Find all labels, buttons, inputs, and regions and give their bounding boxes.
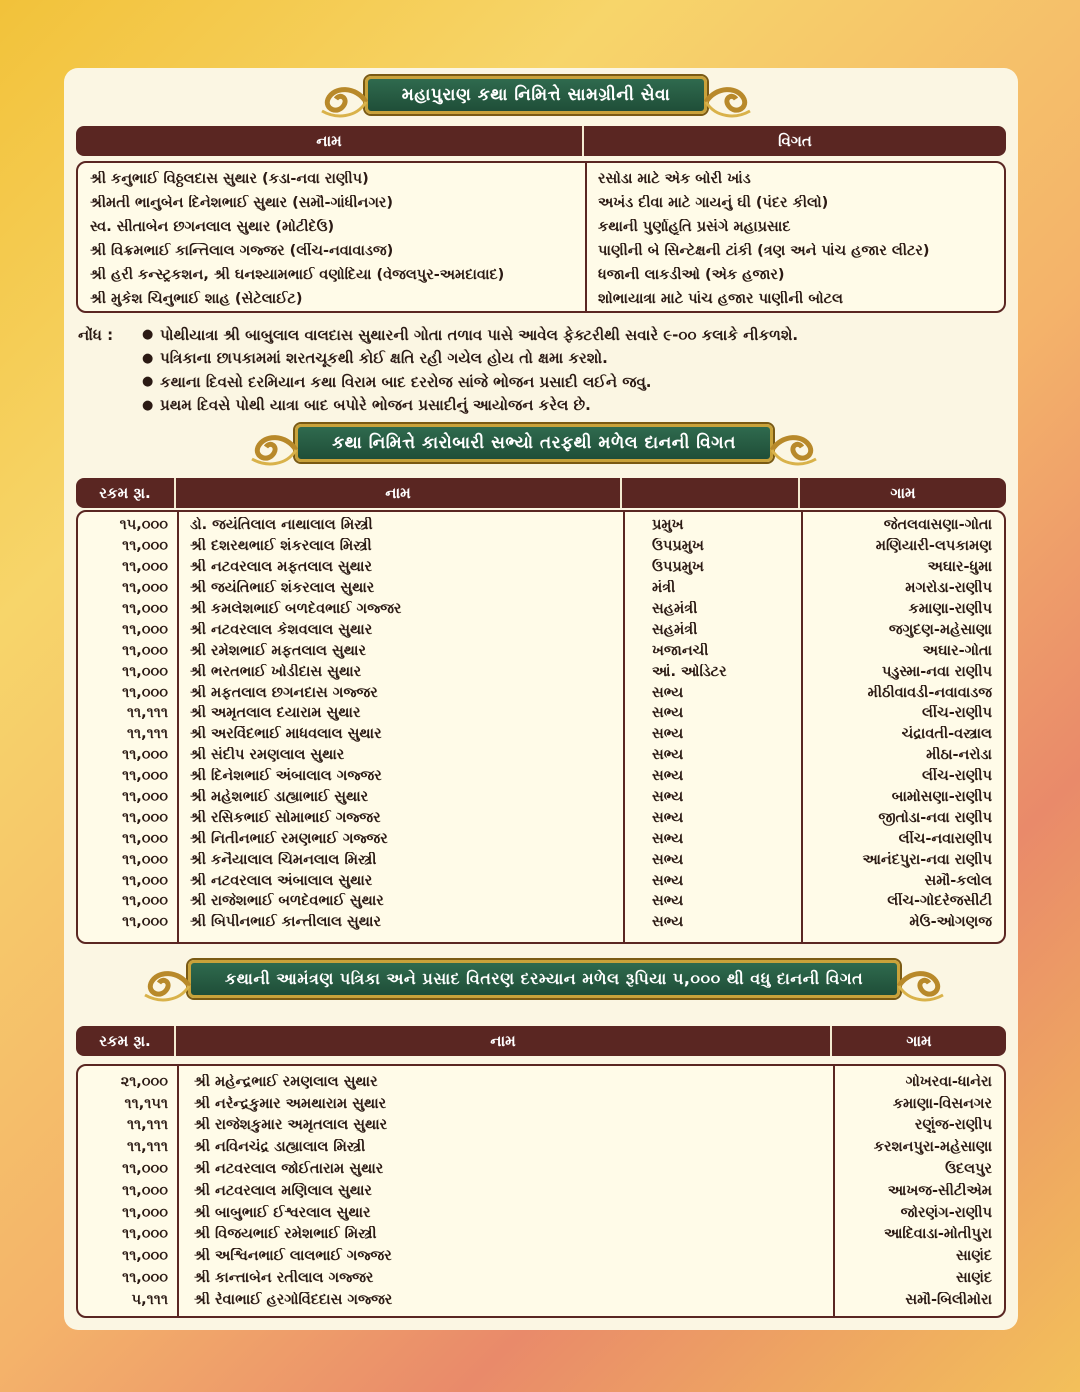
section3-banner [154, 956, 934, 1002]
member-role: સભ્ય [652, 914, 684, 931]
member-role: સભ્ય [652, 851, 684, 868]
donor-name: શ્રીમતી ભાનુબેન દિનેશભાઈ સુથાર (સમૌ-ગાંધીનગર) [90, 195, 394, 211]
section3-header [76, 1026, 1006, 1056]
table-row [78, 787, 1004, 808]
village-name: કમાણા-વિસનગર [892, 1095, 992, 1112]
table-row [78, 661, 1004, 682]
item-detail: શોભાયાત્રા માટે પાંચ હજાર પાણીની બોટલ [598, 291, 843, 307]
table-row [78, 1093, 1004, 1115]
donor-name: શ્રી અમૃતલાલ દયારામ સુથાર [190, 705, 361, 722]
bullet-icon: ● [142, 327, 154, 343]
table-row [78, 263, 1004, 287]
village-name: અઘાર-ગોતા [922, 642, 992, 659]
village-name: આદિવાડા-મોતીપુરા [883, 1226, 992, 1243]
village-name: મગરોડા-રાણીપ [905, 580, 992, 597]
member-role: સભ્ય [652, 789, 684, 806]
table-row [78, 891, 1004, 912]
table-row [78, 599, 1004, 620]
table-row [78, 912, 1004, 933]
header-village: ગામ [890, 484, 916, 502]
table-row [78, 807, 1004, 828]
header-role [622, 478, 800, 508]
ornament-right-icon [700, 81, 756, 123]
table-row [78, 745, 1004, 766]
donor-name: શ્રી મુકેશ ચિનુભાઈ શાહ (સેટેલાઈટ) [90, 291, 303, 307]
section1-banner [256, 72, 816, 118]
donation-amount: ૧૧,૦૦૦ [122, 621, 168, 638]
donation-amount: ૧૧,૦૦૦ [122, 1226, 168, 1243]
donor-name: શ્રી અશ્વિનભાઈ લાલભાઈ ગજ્જર [194, 1248, 392, 1265]
donor-name: શ્રી ભરતભાઈ ખોડીદાસ સુથાર [190, 663, 362, 680]
table-row [78, 557, 1004, 578]
member-role: ખજાનચી [652, 642, 709, 659]
donation-amount: ૧૧,૧૧૧ [126, 705, 168, 722]
donation-amount: ૧૧,૦૦૦ [122, 1270, 168, 1287]
member-role: આં. ઓડિટર [652, 663, 727, 680]
donor-name: શ્રી કનૈયાલાલ ચિમનલાલ મિસ્ત્રી [190, 851, 377, 868]
village-name: પડુસ્મા-નવા રાણીપ [881, 663, 992, 680]
member-role: ઉપપ્રમુખ [652, 538, 704, 555]
donor-name: શ્રી રમેશભાઈ મફતલાલ સુથાર [190, 642, 366, 659]
donor-name: સ્વ. સીતાબેન છગનલાલ સુથાર (મોટીદેઉ) [90, 219, 335, 235]
item-detail: અખંડ દીવા માટે ગાયનું ઘી (પંદર કીલો) [598, 195, 829, 211]
item-detail: ધજાની લાકડીઓ (એક હજાર) [598, 267, 785, 283]
donor-name: શ્રી નટવરલાલ મફતલાલ સુથાર [190, 559, 372, 576]
donor-name: શ્રી મફતલાલ છગનદાસ ગજ્જર [190, 684, 378, 701]
table-row [78, 1071, 1004, 1093]
notes-label: નોંધ : [78, 325, 114, 344]
member-role: સહમંત્રી [652, 621, 698, 638]
donation-amount: ૧૧,૦૦૦ [122, 1204, 168, 1221]
village-name: મીઠા-નરોડા [926, 747, 992, 764]
donation-amount: ૧૧,૦૦૦ [122, 747, 168, 764]
section2-title: કથા નિમિત્તે કારોબારી સભ્યો તરફથી મળેલ દાનની વિગત [332, 433, 736, 453]
donor-name: શ્રી હરી કન્સ્ટ્રકશન, શ્રી ઘનશ્યામભાઈ વણોદિયા (વેજલપુર-અમદાવાદ) [90, 267, 505, 283]
section2-banner [194, 420, 874, 466]
table-row [78, 1224, 1004, 1246]
donation-amount: ૧૧,૧૧૧ [126, 726, 168, 743]
donation-amount: ૧૧,૦૦૦ [122, 538, 168, 555]
header-name: નામ [176, 478, 622, 508]
table-row [78, 1180, 1004, 1202]
donation-amount: ૧૧,૦૦૦ [122, 851, 168, 868]
village-name: લીંચ-રાણીપ [922, 768, 992, 785]
table-row [78, 578, 1004, 599]
table-row [78, 1158, 1004, 1180]
table-row [78, 724, 1004, 745]
table-row [78, 619, 1004, 640]
member-role: ઉપપ્રમુખ [652, 559, 704, 576]
village-name: જગુદણ-મહેસાણા [888, 621, 992, 638]
note-item: પોથીયાત્રા શ્રી બાબુલાલ વાલદાસ સુથારની ગોતા તળાવ પાસે આવેલ ફેક્ટરીથી સવારે ૯-૦૦ કલાકે નીકળશે. [160, 325, 799, 344]
member-role: સભ્ય [652, 893, 684, 910]
donor-name: શ્રી કાન્તાબેન રતીલાલ ગજ્જર [194, 1270, 374, 1287]
member-role: સભ્ય [652, 768, 684, 785]
donor-name: શ્રી દશરથભાઈ શંકરલાલ મિસ્ત્રી [190, 538, 372, 555]
donor-name: શ્રી રાજેશભાઈ બળદેવભાઈ સુથાર [190, 893, 384, 910]
member-role: સભ્ય [652, 830, 684, 847]
table-row [78, 239, 1004, 263]
ornament-left-icon [139, 965, 195, 1007]
note-item: કથાના દિવસો દરમિયાન કથા વિરામ બાદ દરરોજ સાંજે ભોજન પ્રસાદી લઈને જવુ. [160, 372, 652, 391]
item-detail: પાણીની બે સિન્ટેક્ષની ટાંકી (ત્રણ અને પાંચ હજાર લીટર) [598, 243, 930, 259]
header-name: નામ [76, 126, 584, 156]
donation-amount: ૨૧,૦૦૦ [120, 1073, 168, 1090]
donation-amount: ૧૧,૦૦૦ [122, 914, 168, 931]
ornament-left-icon [316, 81, 372, 123]
village-name: કરશનપુરા-મહેસાણા [873, 1139, 992, 1156]
donation-amount: ૧૧,૦૦૦ [122, 580, 168, 597]
donation-amount: ૧૧,૧૧૧ [126, 1139, 168, 1156]
member-role: સભ્ય [652, 872, 684, 889]
donor-name: શ્રી નવિનચંદ્ર ડાહ્યાલાલ મિસ્ત્રી [194, 1139, 366, 1156]
donation-amount: ૧૧,૦૦૦ [122, 684, 168, 701]
donor-name: શ્રી નટવરલાલ મણિલાલ સુથાર [194, 1182, 372, 1199]
donor-name: શ્રી વિજયભાઈ રમેશભાઈ મિસ્ત્રી [194, 1226, 377, 1243]
village-name: મણિયારી-લપકામણ [875, 538, 992, 555]
donor-name: શ્રી બાબુભાઈ ઈશ્વરલાલ સુથાર [194, 1204, 371, 1221]
note-item: પત્રિકાના છાપકામમાં શરતચૂકથી કોઈ ક્ષતિ રહી ગયેલ હોય તો ક્ષમા કરશો. [160, 349, 608, 368]
donor-name: શ્રી સંદીપ રમણલાલ સુથાર [190, 747, 345, 764]
village-name: મીઠીવાવડી-નવાવાડજ [867, 684, 992, 701]
village-name: ચંદ્રાવતી-વસ્ત્રાલ [901, 726, 992, 743]
table-row [78, 640, 1004, 661]
village-name: જીતોડા-નવા રાણીપ [878, 809, 992, 826]
village-name: લીંચ-નવારાણીપ [898, 830, 992, 847]
member-role: પ્રમુખ [652, 517, 684, 534]
member-role: મંત્રી [652, 580, 676, 597]
table-row [78, 703, 1004, 724]
donor-name: શ્રી જયંતિભાઈ શંકરલાલ સુથાર [190, 580, 375, 597]
section1-title: મહાપુરાણ કથા નિમિત્તે સામગ્રીની સેવા [401, 85, 671, 105]
donor-name: શ્રી બિપીનભાઈ કાન્તીલાલ સુથાર [190, 914, 381, 931]
bullet-icon: ● [142, 350, 154, 366]
village-name: બામોસણા-રાણીપ [891, 789, 992, 806]
donation-amount: ૧૧,૦૦૦ [122, 893, 168, 910]
ornament-left-icon [246, 429, 302, 471]
donation-amount: ૧૧,૦૦૦ [122, 1161, 168, 1178]
village-name: લીંચ-રાણીપ [922, 705, 992, 722]
table-row [78, 167, 1004, 191]
item-detail: રસોડા માટે એક બોરી ખાંડ [598, 171, 751, 187]
donation-amount: ૧૧,૧૫૧ [124, 1095, 168, 1112]
table-row [78, 215, 1004, 239]
donation-amount: ૧૧,૦૦૦ [122, 768, 168, 785]
village-name: સાણંદ [955, 1248, 992, 1265]
donation-amount: ૧૫,૦૦૦ [119, 517, 168, 534]
header-amount: રકમ રૂા. [76, 1026, 176, 1056]
member-role: સભ્ય [652, 809, 684, 826]
ornament-right-icon [766, 429, 822, 471]
donation-amount: ૧૧,૦૦૦ [122, 642, 168, 659]
header-village: ગામ [906, 1032, 932, 1050]
member-role: સહમંત્રી [652, 601, 698, 617]
table-row [78, 1136, 1004, 1158]
table-row [78, 1115, 1004, 1137]
donation-amount: ૧૧,૦૦૦ [122, 663, 168, 680]
donor-name: ડો. જયંતિલાલ નાથાલાલ મિસ્ત્રી [190, 517, 373, 534]
section2-table [76, 510, 1006, 944]
ornament-right-icon [893, 965, 949, 1007]
village-name: ઉદલપુર [945, 1161, 992, 1178]
village-name: અઘાર-ધુમા [927, 559, 992, 576]
table-row [78, 1289, 1004, 1311]
member-role: સભ્ય [652, 705, 684, 722]
village-name: લીંચ-ગોદરેજસીટી [887, 893, 992, 910]
donation-amount: ૧૧,૦૦૦ [122, 559, 168, 576]
village-name: રણુંજ-રાણીપ [914, 1117, 992, 1134]
donor-name: શ્રી નિતીનભાઈ રમણભાઈ ગજ્જર [190, 830, 388, 847]
table-row [78, 682, 1004, 703]
donor-name: શ્રી કનુભાઈ વિઠ્ઠલદાસ સુથાર (કડા-નવા રાણીપ) [90, 171, 369, 187]
bullet-icon: ● [142, 397, 154, 413]
table-row [78, 287, 1004, 311]
section3-title: કથાની આમંત્રણ પત્રિકા અને પ્રસાદ વિતરણ દરમ્યાન મળેલ રૂપિયા ૫,૦૦૦ થી વધુ દાનની વિગત [224, 969, 864, 988]
section2-header [76, 478, 1006, 508]
village-name: મેઉ-ઓગણજ [909, 914, 992, 931]
donor-name: શ્રી અરવિંદભાઈ માધવલાલ સુથાર [190, 726, 382, 743]
table-row [78, 1267, 1004, 1289]
donation-amount: ૧૧,૦૦૦ [122, 601, 168, 617]
donation-amount: ૧૧,૦૦૦ [122, 1248, 168, 1265]
member-role: સભ્ય [652, 684, 684, 701]
village-name: કમાણા-રાણીપ [908, 601, 992, 617]
donor-name: શ્રી દિનેશભાઈ અંબાલાલ ગજ્જર [190, 768, 382, 785]
donation-amount: ૧૧,૦૦૦ [122, 830, 168, 847]
donor-name: શ્રી રાજેશકુમાર અમૃતલાલ સુથાર [194, 1117, 388, 1134]
village-name: આખજ-સીટીએમ [887, 1182, 992, 1199]
donor-name: શ્રી મહેન્દ્રભાઈ રમણલાલ સુથાર [194, 1073, 378, 1090]
donor-name: શ્રી નટવરલાલ અંબાલાલ સુથાર [190, 872, 373, 889]
table-row [78, 191, 1004, 215]
table-row [78, 849, 1004, 870]
table-row [78, 1202, 1004, 1224]
donor-name: શ્રી નટવરલાલ જોઈતારામ સુથાર [194, 1161, 384, 1178]
member-role: સભ્ય [652, 747, 684, 764]
table-row [78, 766, 1004, 787]
table-row [78, 828, 1004, 849]
village-name: ગોખરવા-ધાનેરા [905, 1073, 992, 1090]
donation-amount: ૫,૧૧૧ [131, 1291, 168, 1308]
note-item: પ્રથમ દિવસે પોથી યાત્રા બાદ બપોરે ભોજન પ્રસાદીનું આયોજન કરેલ છે. [160, 396, 591, 415]
donor-name: શ્રી નરેન્દ્રકુમાર અમથારામ સુથાર [194, 1095, 387, 1112]
village-name: સમૌ-કલોલ [924, 872, 992, 889]
member-role: સભ્ય [652, 726, 684, 743]
section3-table [76, 1064, 1006, 1318]
donation-amount: ૧૧,૧૧૧ [126, 1117, 168, 1134]
village-name: જોરણંગ-રાણીપ [900, 1204, 992, 1221]
donor-name: શ્રી વિક્રમભાઈ કાન્તિલાલ ગજ્જર (લીંચ-નવાવાડજ) [90, 243, 394, 259]
section1-table [76, 161, 1006, 313]
section1-header [76, 126, 1006, 156]
table-row [78, 870, 1004, 891]
table-row [78, 536, 1004, 557]
table-row [78, 1245, 1004, 1267]
donor-name: શ્રી રસિકભાઈ સોમાભાઈ ગજ્જર [190, 809, 381, 826]
donation-amount: ૧૧,૦૦૦ [122, 872, 168, 889]
donor-name: શ્રી નટવરલાલ કેશવલાલ સુથાર [190, 621, 373, 638]
bullet-icon: ● [142, 374, 154, 390]
donor-name: શ્રી રેવાભાઈ હરગોવિંદદાસ ગજ્જર [194, 1291, 393, 1308]
donation-amount: ૧૧,૦૦૦ [122, 789, 168, 806]
village-name: સાણંદ [955, 1270, 992, 1287]
header-detail: વિગત [778, 132, 812, 150]
village-name: સમૌ-બિલીમોરા [905, 1291, 992, 1308]
donation-amount: ૧૧,૦૦૦ [122, 1182, 168, 1199]
village-name: આનંદપુરા-નવા રાણીપ [862, 851, 992, 868]
village-name: જેતલવાસણા-ગોતા [883, 517, 992, 534]
table-row [78, 515, 1004, 536]
header-amount: રકમ રૂા. [76, 478, 176, 508]
notes-block [78, 323, 978, 417]
item-detail: કથાની પુર્ણાહૂતિ પ્રસંગે મહાપ્રસાદ [598, 219, 791, 235]
header-name: નામ [176, 1026, 832, 1056]
donor-name: શ્રી મહેશભાઈ ડાહ્યાભાઈ સુથાર [190, 789, 369, 806]
donation-amount: ૧૧,૦૦૦ [122, 809, 168, 826]
donor-name: શ્રી કમલેશભાઈ બળદેવભાઈ ગજ્જર [190, 601, 402, 617]
